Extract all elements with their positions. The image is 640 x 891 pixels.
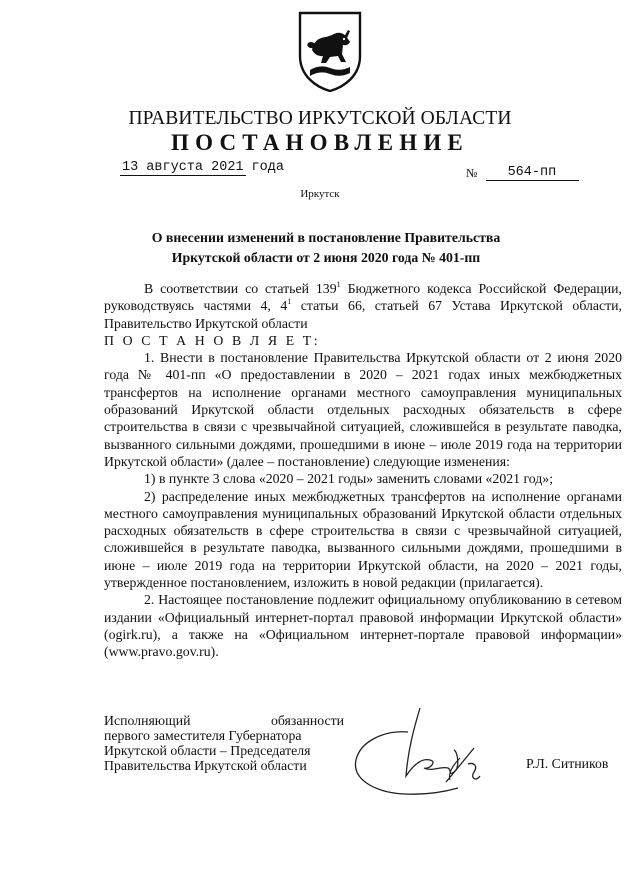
document-subject: О внесении изменений в постановление Правительства Иркутской области от 2 июня 2020 года № 401-пп: [151, 230, 501, 265]
date-suffix: года: [251, 160, 284, 175]
preamble-text: В соответствии со статьей 139: [144, 281, 337, 296]
handwritten-signature: [348, 702, 508, 802]
signatory-word: Исполняющий: [104, 713, 191, 728]
signatory-word: обязанности: [270, 713, 344, 728]
preamble-paragraph: [104, 280, 622, 332]
number-sign: №: [466, 166, 478, 180]
paragraph-1: 1. Внести в постановление Правительства Иркутской области от 2 июня 2020 года № 401-пп «О предоставлении в 2020 – 2021 годах иных межбюджетных трансфертов на исполнение органами местного самоуправления муниципальных образований Иркутской области отдельных расходных обязательств в сфере строительства в связи с чрезвычайной ситуацией, сложившейся в результате паводка, вызванного сильными дождями, прошедшими в июне – июле 2019 года на территории Иркутской области» (далее – постановление) следующие изменения:: [104, 350, 622, 469]
signatory-line-2: первого заместителя Губернатора: [104, 728, 302, 743]
paragraph-2: 2. Настоящее постановление подлежит официальному опубликованию в сетевом издании «Официальный интернет-портал правовой информации Иркутской области» (ogirk.ru), а также на «Официальном интернет-портале правовой информации» (www.pravo.gov.ru).: [104, 592, 622, 660]
document-body: [104, 280, 622, 661]
paragraph-1-2: 2) распределение иных межбюджетных трансфертов на исполнение органами местного самоуправления муниципальных образований Иркутской области отдельных расходных обязательств в сфере строительства в связи с чрезвычайной ситуацией, сложившейся в результате паводка, вызванного сильными дождями, прошедшими в июне – июле 2019 года на территории Иркутской области, на 2020 – 2021 годы, утвержденное постановлением, изложить в новой редакции (прилагается).: [104, 488, 622, 591]
preamble-text: статьи 66, статьей 67 Устава Иркутской области, Правительство Иркутской области: [104, 298, 622, 331]
paragraph-1-1: 1) в пункте 3 слова «2020 – 2021 годы» заменить словами «2021 год»;: [144, 471, 554, 487]
superscript-index: 1: [336, 280, 341, 289]
city-name: Иркутск: [300, 188, 340, 200]
irkutsk-coat-of-arms-icon: [296, 10, 364, 92]
signatory-line-4: Правительства Иркутской области: [104, 758, 307, 773]
signer-name: Р.Л. Ситников: [526, 756, 609, 771]
signatory-line-1: [104, 713, 344, 728]
preamble-text: Бюджетного кодекса Российской Федерации, руководствуясь частями 4, 4: [104, 281, 622, 314]
document-date: [120, 160, 284, 175]
number-value: 564-пп: [486, 165, 579, 181]
decree-word: П О С Т А Н О В Л Я Е Т:: [104, 332, 321, 348]
signatory-line-3: Иркутской области – Председателя: [104, 743, 311, 758]
document-number: [466, 165, 579, 181]
signatory-position: [104, 713, 344, 773]
organization-name: ПРАВИТЕЛЬСТВО ИРКУТСКОЙ ОБЛАСТИ: [128, 108, 512, 129]
date-value: 13 августа 2021: [122, 160, 244, 175]
superscript-index: 1: [287, 297, 292, 307]
document-type-title: ПОСТАНОВЛЕНИЕ: [171, 130, 469, 155]
